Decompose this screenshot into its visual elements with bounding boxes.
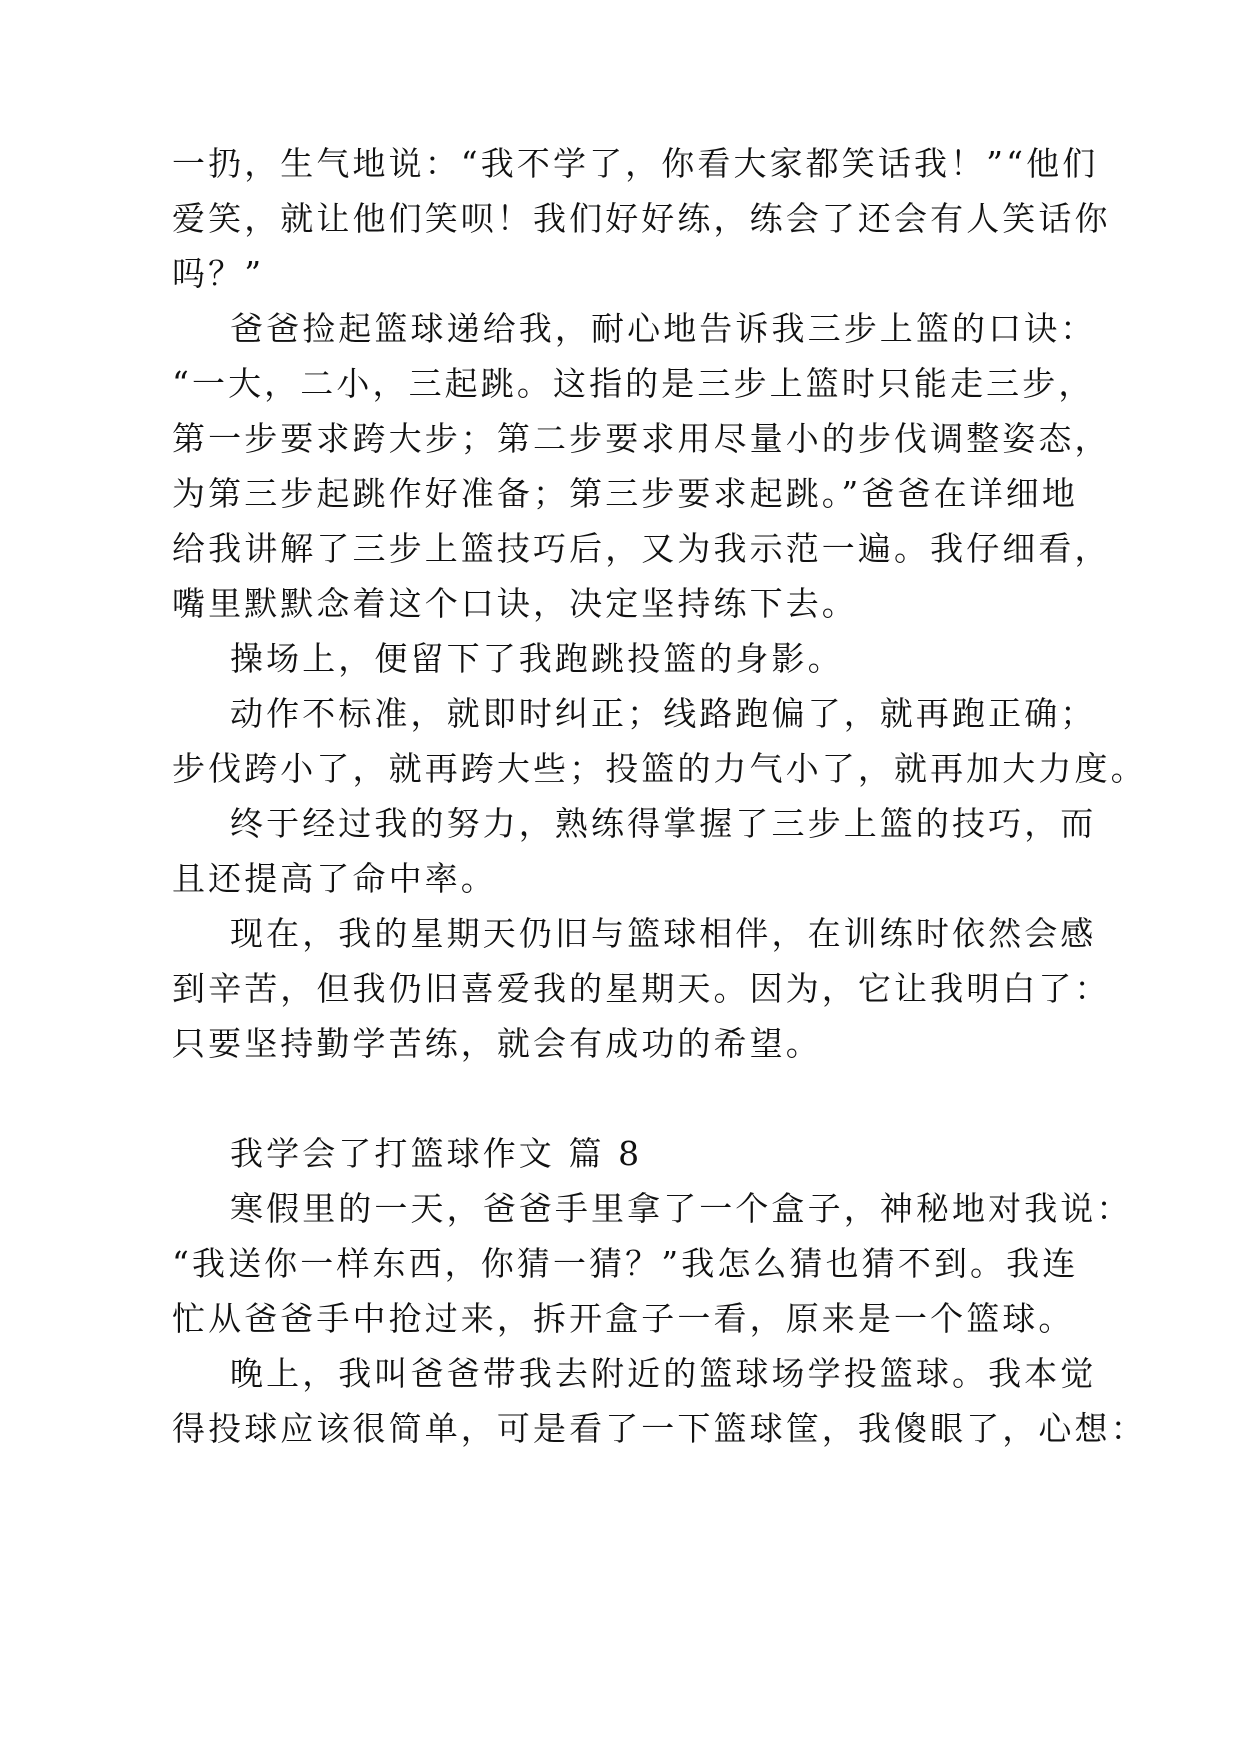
text-line: 给我讲解了三步上篮技巧后，又为我示范一遍。我仔细看， — [172, 529, 1111, 568]
paragraph-first-line: 动作不标准，就即时纠正；线路跑偏了，就再跑正确； — [230, 694, 1097, 733]
text-line: 爱笑，就让他们笑呗！我们好好练，练会了还会有人笑话你 — [172, 199, 1111, 238]
text-line: 得投球应该很简单，可是看了一下篮球筐，我傻眼了，心想： — [172, 1409, 1147, 1448]
text-line: 忙从爸爸手中抢过来，拆开盒子一看，原来是一个篮球。 — [172, 1299, 1075, 1338]
text-line: 嘴里默默念着这个口诀，决定坚持练下去。 — [172, 584, 858, 623]
section-heading: 我学会了打篮球作文 篇 8 — [230, 1134, 643, 1173]
text-line: 第一步要求跨大步；第二步要求用尽量小的步伐调整姿态， — [172, 419, 1111, 458]
text-line: 为第三步起跳作好准备；第三步要求起跳。”爸爸在详细地 — [172, 474, 1078, 513]
text-line: 一扔，生气地说：“我不学了，你看大家都笑话我！”“他们 — [172, 144, 1099, 183]
paragraph-first-line: 现在，我的星期天仍旧与篮球相伴，在训练时依然会感 — [230, 914, 1097, 953]
paragraph-first-line: 寒假里的一天，爸爸手里拿了一个盒子，神秘地对我说： — [230, 1189, 1133, 1228]
text-line: “一大，二小，三起跳。这指的是三步上篮时只能走三步， — [172, 364, 1095, 403]
paragraph-first-line: 爸爸捡起篮球递给我，耐心地告诉我三步上篮的口诀： — [230, 309, 1097, 348]
paragraph-first-line: 晚上，我叫爸爸带我去附近的篮球场学投篮球。我本觉 — [230, 1354, 1097, 1393]
text-line: 只要坚持勤学苦练，就会有成功的希望。 — [172, 1024, 822, 1063]
paragraph-first-line: 终于经过我的努力，熟练得掌握了三步上篮的技巧，而 — [230, 804, 1097, 843]
text-line: 步伐跨小了，就再跨大些；投篮的力气小了，就再加大力度。 — [172, 749, 1147, 788]
text-line: 且还提高了命中率。 — [172, 859, 497, 898]
text-line: “我送你一样东西，你猜一猜？”我怎么猜也猜不到。我连 — [172, 1244, 1079, 1283]
text-line: 到辛苦，但我仍旧喜爱我的星期天。因为，它让我明白了： — [172, 969, 1111, 1008]
paragraph-first-line: 操场上，便留下了我跑跳投篮的身影。 — [230, 639, 844, 678]
text-line: 吗？” — [172, 254, 265, 293]
